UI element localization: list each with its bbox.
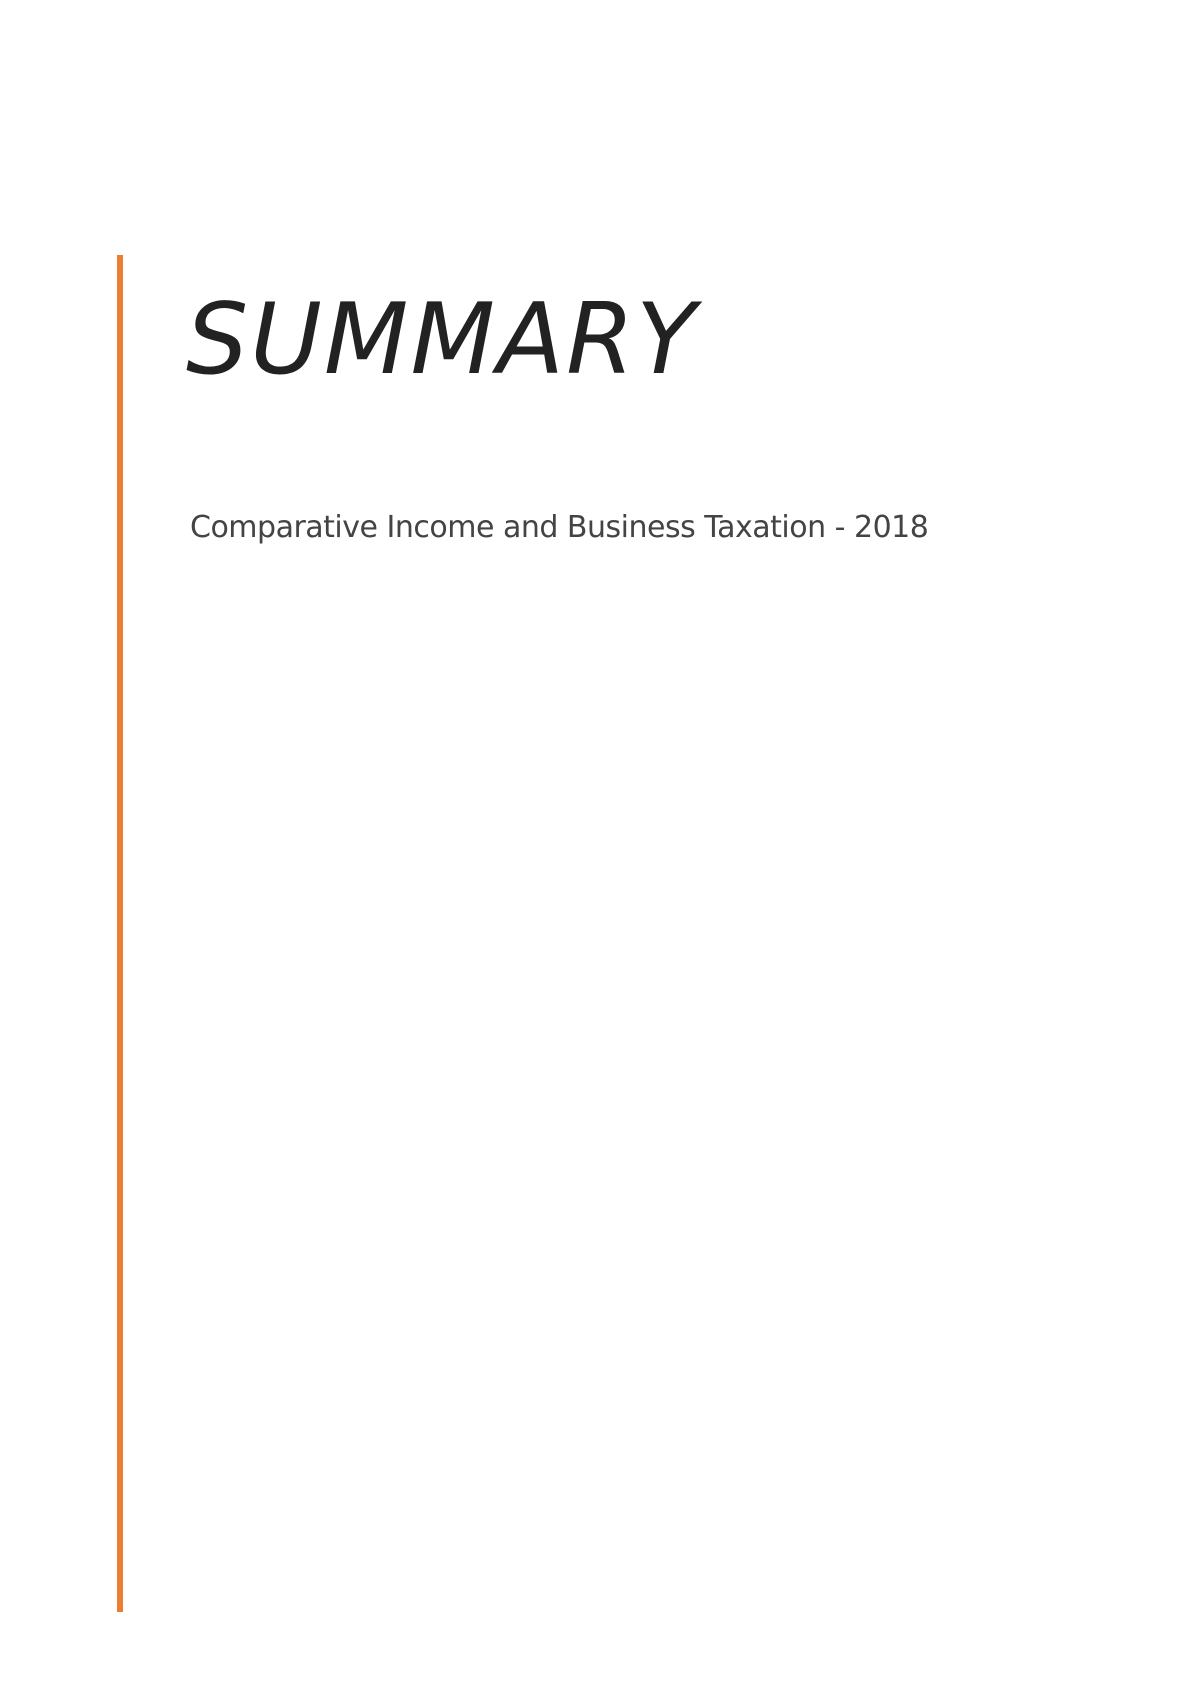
page-subtitle: Comparative Income and Business Taxation - 2018: [190, 510, 929, 545]
page-title: SUMMARY: [186, 283, 699, 397]
accent-bar: [117, 255, 123, 1612]
